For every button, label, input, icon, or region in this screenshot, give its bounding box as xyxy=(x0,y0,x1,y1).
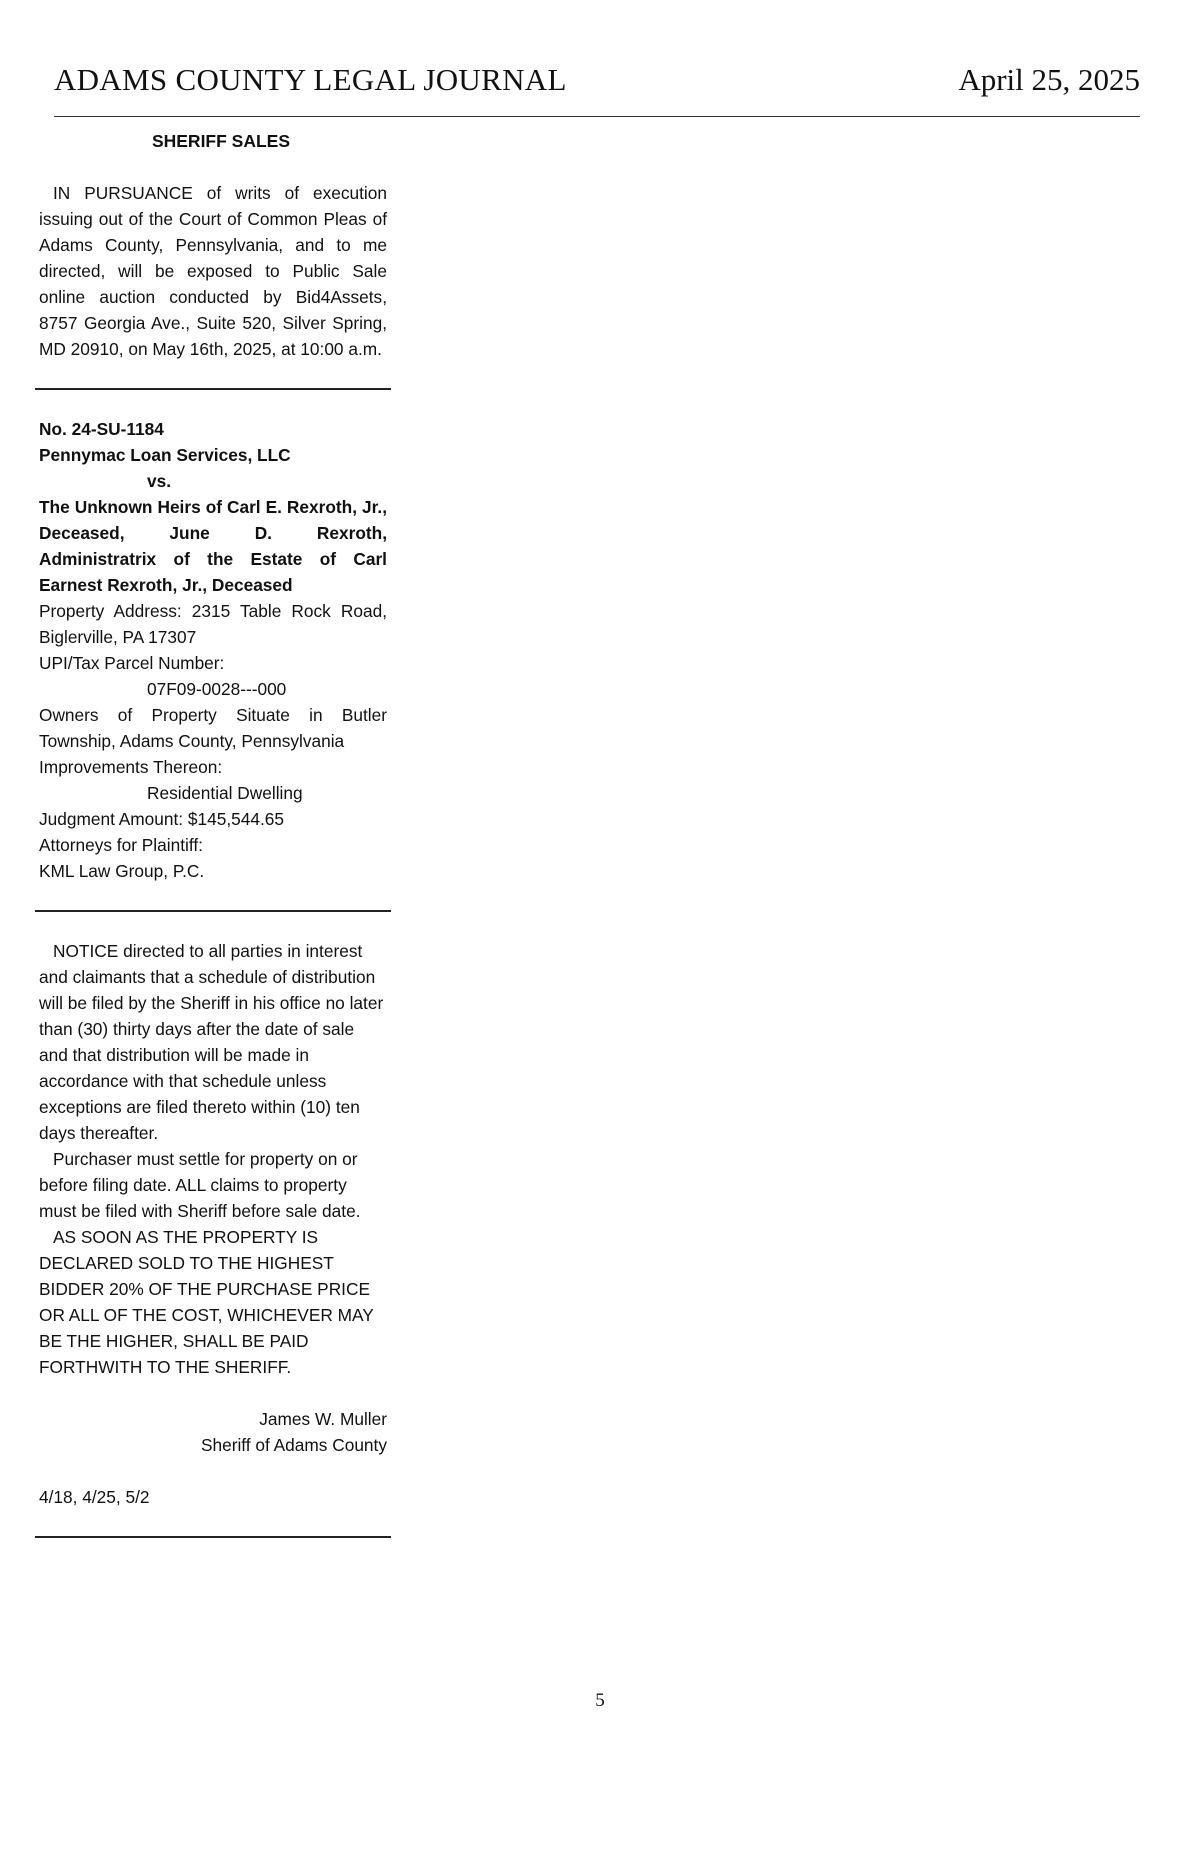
defendant: The Unknown Heirs of Carl E. Rexroth, Jr., Deceased, June D. Rexroth, Administratrix of the Estate of Carl Earnest Rexroth, Jr., Deceased xyxy=(39,497,387,595)
upi-label: UPI/Tax Parcel Number: xyxy=(39,653,225,673)
owners-statement: Owners of Property Situate in Butler Township, Adams County, Pennsylvania xyxy=(39,705,387,751)
notice-paragraph-distribution: NOTICE directed to all parties in interest and claimants that a schedule of distribution will be filed by the Sheriff in his office no later than (30) thirty days after the date of sale and that distribution will be made in accordance with that schedule unless exceptions are filed thereto within (10) ten days thereafter. xyxy=(39,941,384,1143)
improvements-value: Residential Dwelling xyxy=(147,783,303,803)
sheriff-name: James W. Muller xyxy=(259,1409,387,1429)
issue-date: April 25, 2025 xyxy=(958,62,1140,97)
plaintiff: Pennymac Loan Services, LLC xyxy=(39,445,291,465)
upi-value: 07F09-0028---000 xyxy=(147,679,287,699)
case-number: No. 24-SU-1184 xyxy=(39,419,164,439)
divider xyxy=(35,1536,391,1538)
page-header xyxy=(54,62,1140,117)
improvements-label: Improvements Thereon: xyxy=(39,757,223,777)
property-address: Property Address: 2315 Table Rock Road, Biglerville, PA 17307 xyxy=(39,601,387,647)
notice-paragraph-settlement: Purchaser must settle for property on or before filing date. ALL claims to property must be filed with Sheriff before sale date. xyxy=(39,1149,361,1221)
attorneys-value: KML Law Group, P.C. xyxy=(39,861,205,881)
case-listing xyxy=(39,416,387,884)
attorneys-label: Attorneys for Plaintiff: xyxy=(39,835,203,855)
notice-paragraph-payment: AS SOON AS THE PROPERTY IS DECLARED SOLD TO THE HIGHEST BIDDER 20% OF THE PURCHASE PRICE OR ALL OF THE COST, WHICHEVER MAY BE THE HIGHER, SHALL BE PAID FORTHWITH TO THE SHERIFF. xyxy=(39,1227,374,1377)
intro-paragraph: IN PURSUANCE of writs of execution issuing out of the Court of Common Pleas of Adams County, Pennsylvania, and to me directed, will be exposed to Public Sale online auction conducted by Bid4Assets, 8757 Georgia Ave., Suite 520, Silver Spring, MD 20910, on May 16th, 2025, at 10:00 a.m. xyxy=(39,183,387,359)
notice-section xyxy=(39,938,387,1380)
versus-label: vs. xyxy=(147,471,172,491)
page-number: 5 xyxy=(595,1690,605,1711)
section-title: SHERIFF SALES xyxy=(151,131,291,151)
sheriff-sales-column xyxy=(39,128,387,1538)
signature-block xyxy=(39,1406,387,1458)
journal-title: ADAMS COUNTY LEGAL JOURNAL xyxy=(54,62,567,97)
publication-dates: 4/18, 4/25, 5/2 xyxy=(39,1487,150,1507)
sheriff-title: Sheriff of Adams County xyxy=(200,1435,387,1455)
judgment-amount: Judgment Amount: $145,544.65 xyxy=(39,809,285,829)
